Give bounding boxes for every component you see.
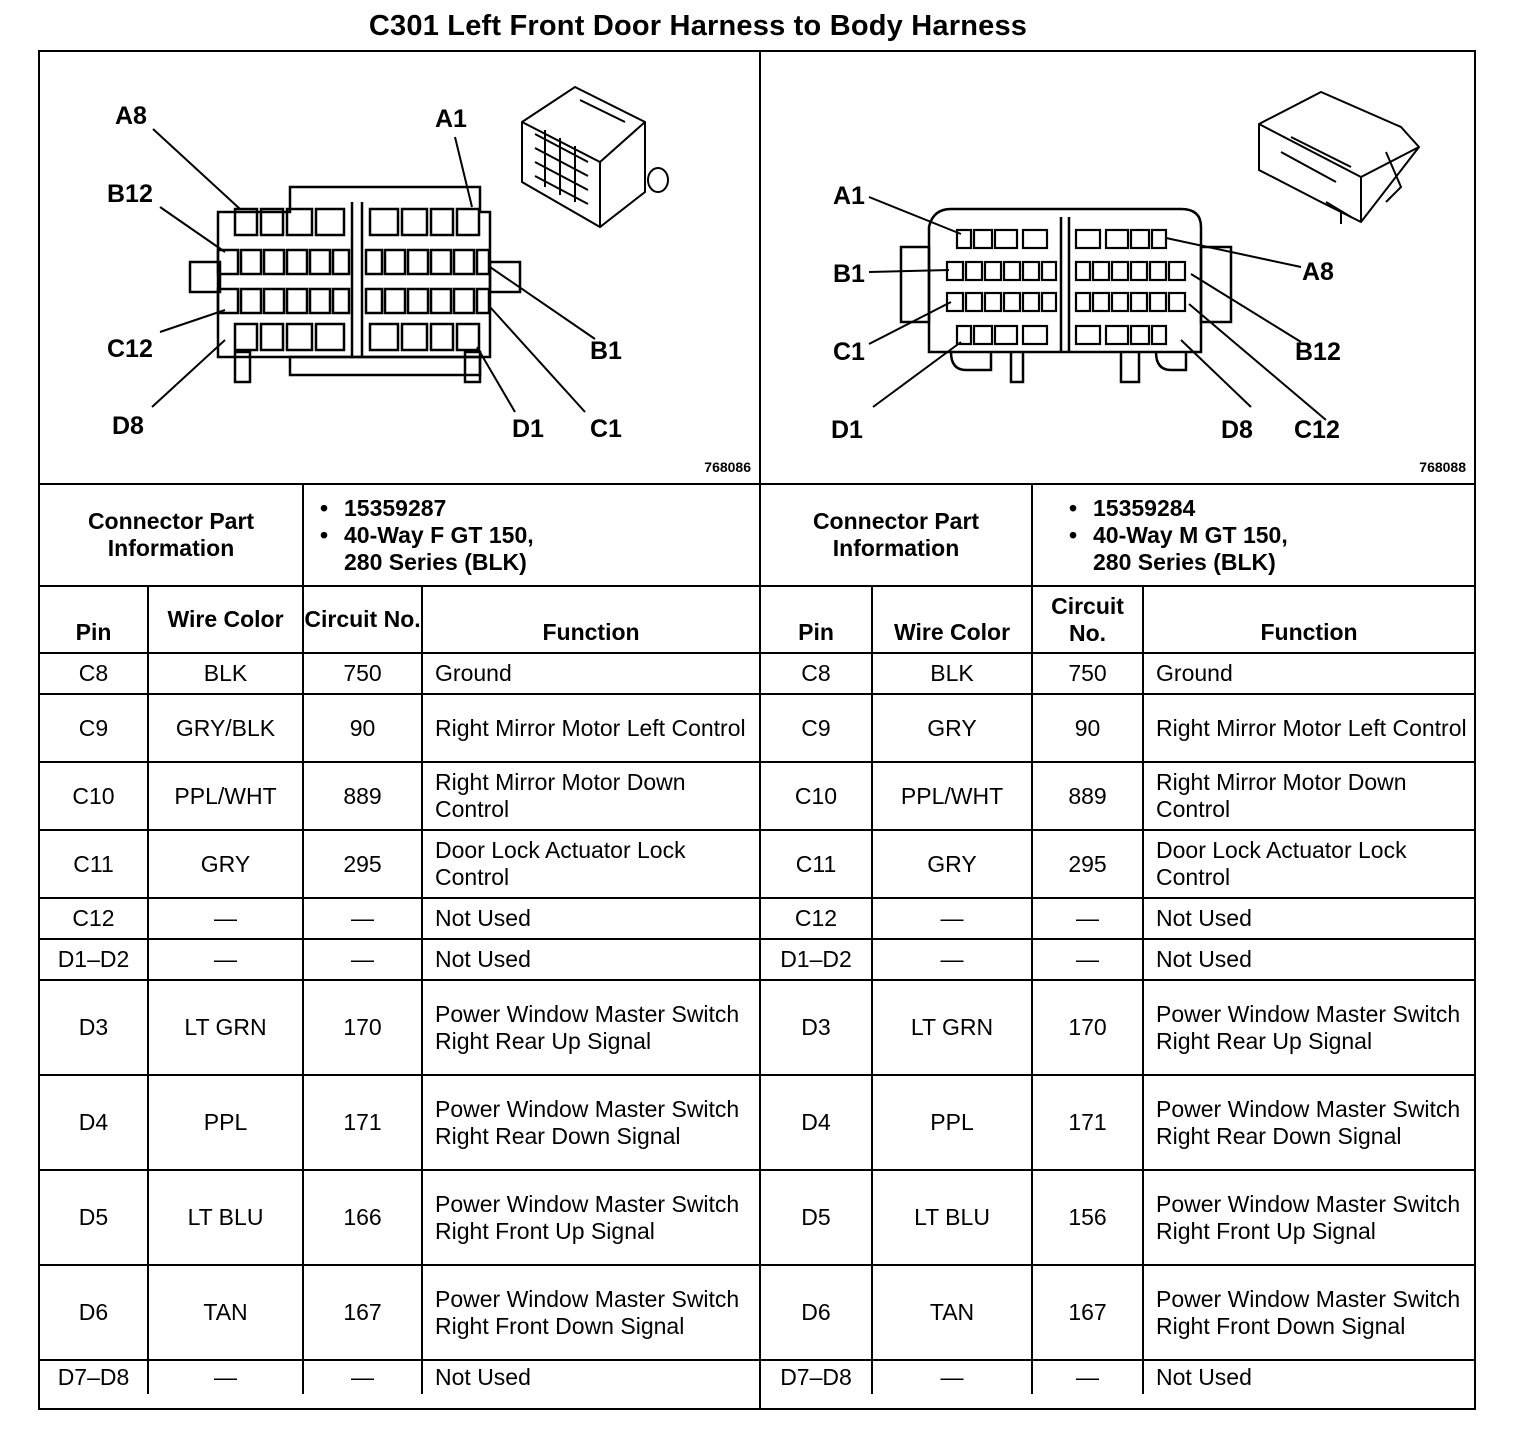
wire-color-cell: GRY (872, 830, 1032, 898)
table-row (40, 762, 759, 830)
pin-cell: C12 (761, 898, 872, 939)
connector-info-values: • 15359284 • 40-Way M GT 150, 280 Series (BLK) (1032, 485, 1474, 586)
circuit-cell: 90 (303, 694, 422, 762)
header-pin: Pin (761, 586, 872, 653)
wire-color-cell: GRY (872, 694, 1032, 762)
female-pinout-table (40, 485, 759, 1394)
female-connector-diagram (40, 52, 759, 485)
function-cell: Power Window Master Switch Right Front Down Signal (1143, 1265, 1474, 1360)
table-row (40, 1265, 759, 1360)
wire-color-cell: — (148, 939, 303, 980)
function-cell: Door Lock Actuator Lock Control (422, 830, 759, 898)
pin-label-a8: A8 (1302, 258, 1334, 286)
pin-cell: D1–D2 (40, 939, 148, 980)
circuit-cell: — (303, 1360, 422, 1394)
circuit-cell: — (1032, 898, 1143, 939)
male-pinout-table (761, 485, 1474, 1394)
function-cell: Power Window Master Switch Right Rear Down Signal (1143, 1075, 1474, 1170)
table-row (761, 694, 1474, 762)
connector-description-1: 40-Way F GT 150, (344, 521, 534, 548)
header-wire-color: Wire Color (872, 586, 1032, 653)
pin-cell: C8 (40, 653, 148, 694)
connector-info-row (761, 485, 1474, 586)
wire-color-cell: GRY/BLK (148, 694, 303, 762)
function-cell: Ground (422, 653, 759, 694)
table-row (761, 653, 1474, 694)
male-connector-iso-sketch (1259, 92, 1419, 224)
pin-label-a1: A1 (833, 182, 865, 210)
function-cell: Power Window Master Switch Right Rear Down Signal (422, 1075, 759, 1170)
pin-label-c12: C12 (1294, 416, 1340, 444)
pin-cell: C8 (761, 653, 872, 694)
table-row (761, 830, 1474, 898)
function-cell: Not Used (1143, 939, 1474, 980)
function-cell: Power Window Master Switch Right Front Up Signal (1143, 1170, 1474, 1265)
pin-cell: D3 (761, 980, 872, 1075)
wire-color-cell: TAN (872, 1265, 1032, 1360)
header-pin: Pin (40, 586, 148, 653)
female-cavities (218, 209, 489, 350)
male-connector-panel (761, 52, 1474, 1408)
circuit-cell: 170 (303, 980, 422, 1075)
function-cell: Not Used (422, 898, 759, 939)
figure-number: 768086 (704, 459, 751, 475)
female-connector-panel (40, 52, 761, 1408)
circuit-cell: 295 (1032, 830, 1143, 898)
wire-color-cell: PPL (148, 1075, 303, 1170)
function-cell: Right Mirror Motor Down Control (422, 762, 759, 830)
table-row (761, 898, 1474, 939)
pin-cell: D6 (40, 1265, 148, 1360)
table-row (761, 1360, 1474, 1394)
pin-label-b1: B1 (833, 260, 865, 288)
header-wire-color: Wire Color (148, 586, 303, 653)
wire-color-cell: TAN (148, 1265, 303, 1360)
circuit-cell: 171 (303, 1075, 422, 1170)
pin-cell: C12 (40, 898, 148, 939)
wire-color-cell: — (148, 898, 303, 939)
part-number: 15359287 (344, 494, 447, 521)
male-cavities (947, 230, 1185, 344)
pin-cell: D4 (761, 1075, 872, 1170)
pin-cell: C10 (761, 762, 872, 830)
pin-label-d1: D1 (831, 416, 863, 444)
function-cell: Not Used (1143, 1360, 1474, 1394)
function-cell: Right Mirror Motor Down Control (1143, 762, 1474, 830)
pin-cell: D7–D8 (761, 1360, 872, 1394)
connector-info-label: Connector Part Information (761, 485, 1032, 586)
connector-sheet (38, 50, 1476, 1410)
pin-cell: D7–D8 (40, 1360, 148, 1394)
table-header-row (40, 586, 759, 653)
wire-color-cell: LT GRN (872, 980, 1032, 1075)
pin-cell: D6 (761, 1265, 872, 1360)
wire-color-cell: PPL/WHT (872, 762, 1032, 830)
wire-color-cell: — (872, 1360, 1032, 1394)
wire-color-cell: — (872, 898, 1032, 939)
male-connector-diagram (761, 52, 1474, 485)
pin-label-d8: D8 (1221, 416, 1253, 444)
pin-cell: C9 (761, 694, 872, 762)
table-row (40, 653, 759, 694)
pin-cell: C11 (40, 830, 148, 898)
circuit-cell: 167 (1032, 1265, 1143, 1360)
circuit-cell: 889 (303, 762, 422, 830)
pin-cell: C9 (40, 694, 148, 762)
pin-cell: D5 (40, 1170, 148, 1265)
circuit-cell: 889 (1032, 762, 1143, 830)
pin-cell: C11 (761, 830, 872, 898)
table-row (761, 939, 1474, 980)
table-row (40, 898, 759, 939)
male-connector-face-drawing (761, 52, 1474, 485)
table-row (40, 1170, 759, 1265)
wire-color-cell: LT GRN (148, 980, 303, 1075)
connector-info-values: • 15359287 • 40-Way F GT 150, 280 Series (BLK) (303, 485, 759, 586)
pin-label-a8: A8 (115, 102, 147, 130)
circuit-cell: — (1032, 1360, 1143, 1394)
pin-label-c1: C1 (833, 338, 865, 366)
wire-color-cell: PPL (872, 1075, 1032, 1170)
pin-cell: C10 (40, 762, 148, 830)
part-number: 15359284 (1093, 494, 1196, 521)
function-cell: Power Window Master Switch Right Rear Up Signal (422, 980, 759, 1075)
table-row (40, 1360, 759, 1394)
circuit-cell: 90 (1032, 694, 1143, 762)
connector-info-row (40, 485, 759, 586)
pin-label-c12: C12 (107, 335, 153, 363)
function-cell: Not Used (1143, 898, 1474, 939)
table-row (761, 980, 1474, 1075)
pin-cell: D5 (761, 1170, 872, 1265)
pin-cell: D1–D2 (761, 939, 872, 980)
circuit-cell: 167 (303, 1265, 422, 1360)
circuit-cell: 166 (303, 1170, 422, 1265)
diagram-title: C301 Left Front Door Harness to Body Harness (368, 10, 1028, 42)
pin-label-a1: A1 (435, 105, 467, 133)
function-cell: Ground (1143, 653, 1474, 694)
pin-label-b12: B12 (1295, 338, 1341, 366)
header-circuit: Circuit No. (303, 586, 422, 653)
wire-color-cell: GRY (148, 830, 303, 898)
function-cell: Power Window Master Switch Right Front Down Signal (422, 1265, 759, 1360)
circuit-cell: 750 (303, 653, 422, 694)
table-row (40, 830, 759, 898)
connector-description-2: 280 Series (BLK) (344, 548, 527, 575)
wire-color-cell: LT BLU (872, 1170, 1032, 1265)
wire-color-cell: BLK (148, 653, 303, 694)
table-row (761, 1265, 1474, 1360)
header-circuit: Circuit No. (1032, 586, 1143, 653)
wire-color-cell: BLK (872, 653, 1032, 694)
connector-info-label: Connector Part Information (40, 485, 303, 586)
circuit-cell: 156 (1032, 1170, 1143, 1265)
function-cell: Power Window Master Switch Right Front Up Signal (422, 1170, 759, 1265)
table-row (40, 980, 759, 1075)
pin-cell: D3 (40, 980, 148, 1075)
function-cell: Power Window Master Switch Right Rear Up Signal (1143, 980, 1474, 1075)
connector-description-1: 40-Way M GT 150, (1093, 521, 1288, 548)
pin-cell: D4 (40, 1075, 148, 1170)
circuit-cell: 171 (1032, 1075, 1143, 1170)
pin-label-c1: C1 (590, 415, 622, 443)
female-connector-face-drawing (40, 52, 759, 485)
pin-label-b1: B1 (590, 337, 622, 365)
table-row (40, 939, 759, 980)
table-row (761, 1170, 1474, 1265)
header-function: Function (1143, 586, 1474, 653)
connector-description-2: 280 Series (BLK) (1093, 548, 1276, 575)
pin-label-b12: B12 (107, 180, 153, 208)
wire-color-cell: — (148, 1360, 303, 1394)
wire-color-cell: — (872, 939, 1032, 980)
function-cell: Door Lock Actuator Lock Control (1143, 830, 1474, 898)
figure-number: 768088 (1419, 459, 1466, 475)
pin-label-d1: D1 (512, 415, 544, 443)
function-cell: Right Mirror Motor Left Control (1143, 694, 1474, 762)
female-connector-iso-sketch (522, 87, 668, 227)
table-row (761, 1075, 1474, 1170)
pin-label-d8: D8 (112, 412, 144, 440)
function-cell: Not Used (422, 939, 759, 980)
function-cell: Right Mirror Motor Left Control (422, 694, 759, 762)
function-cell: Not Used (422, 1360, 759, 1394)
wire-color-cell: PPL/WHT (148, 762, 303, 830)
circuit-cell: 170 (1032, 980, 1143, 1075)
header-function: Function (422, 586, 759, 653)
circuit-cell: — (303, 898, 422, 939)
circuit-cell: — (303, 939, 422, 980)
circuit-cell: 750 (1032, 653, 1143, 694)
circuit-cell: — (1032, 939, 1143, 980)
wire-color-cell: LT BLU (148, 1170, 303, 1265)
circuit-cell: 295 (303, 830, 422, 898)
table-header-row (761, 586, 1474, 653)
table-row (40, 1075, 759, 1170)
table-row (761, 762, 1474, 830)
table-row (40, 694, 759, 762)
